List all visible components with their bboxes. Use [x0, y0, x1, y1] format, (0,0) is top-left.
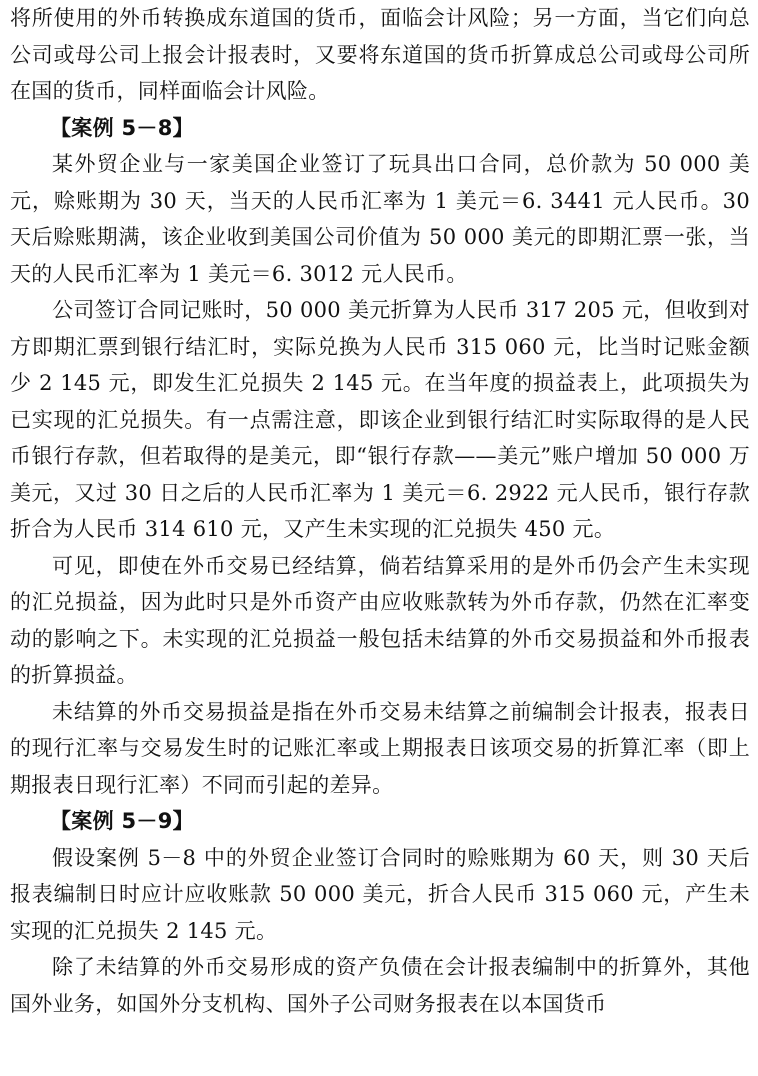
paragraph-other-foreign-operations: 除了未结算的外币交易形成的资产负债在会计报表编制中的折算外，其他国外业务，如国外分支机构、国外子公司财务报表在以本国货币 [10, 955, 750, 1016]
case-heading-5-8: 【案例 5－8】 [50, 115, 194, 140]
paragraph-case-5-8-description: 某外贸企业与一家美国企业签订了玩具出口合同，总价款为 50 000 美元，赊账期为 30 天，当天的人民币汇率为 1 美元＝6. 3441 元人民币。30 天后赊账期满，该企业收到美国公司价值为 50 000 美元的即期汇票一张，当天的人民币汇率为 1 美元＝6. 3012 元人民币。 [10, 152, 750, 286]
paragraph-unrealized-gains: 可见，即使在外币交易已经结算，倘若结算采用的是外币仍会产生未实现的汇兑损益，因为此时只是外币资产由应收账款转为外币存款，仍然在汇率变动的影响之下。未实现的汇兑损益一般包括未结算的外币交易损益和外币报表的折算损益。 [10, 553, 750, 687]
paragraph-unsettled-definition: 未结算的外币交易损益是指在外币交易未结算之前编制会计报表，报表日的现行汇率与交易发生时的记账汇率或上期报表日该项交易的折算汇率（即上期报表日现行汇率）不同而引起的差异。 [10, 699, 750, 797]
paragraph-case-5-8-accounting: 公司签订合同记账时，50 000 美元折算为人民币 317 205 元，但收到对方即期汇票到银行结汇时，实际兑换为人民币 315 060 元，比当时记账金额少 2 145 元，即发生汇兑损失 2 145 元。在当年度的损益表上，此项损失为已实现的汇兑损失。有一点需注意，即该企业到银行结汇时实际取得的是人民币银行存款，但若取得的是美元，即“银行存款——美元”账户增加 50 000 万美元，又过 30 日之后的人民币汇率为 1 美元＝6. 2922 元人民币，银行存款折合为人民币 314 610 元，又产生未实现的汇兑损失 450 元。 [10, 298, 750, 541]
case-heading-5-9: 【案例 5－9】 [50, 809, 194, 833]
paragraph-case-5-9-description: 假设案例 5－8 中的外贸企业签订合同时的赊账期为 60 天，则 30 天后报表编制日时应计应收账款 50 000 美元，折合人民币 315 060 元，产生未实现的汇兑损失 2 145 元。 [10, 845, 750, 943]
paragraph-intro-continued: 将所使用的外币转换成东道国的货币，面临会计风险；另一方面，当它们向总公司或母公司上报会计报表时，又要将东道国的货币折算成总公司或母公司所在国的货币，同样面临会计风险。 [10, 6, 750, 103]
